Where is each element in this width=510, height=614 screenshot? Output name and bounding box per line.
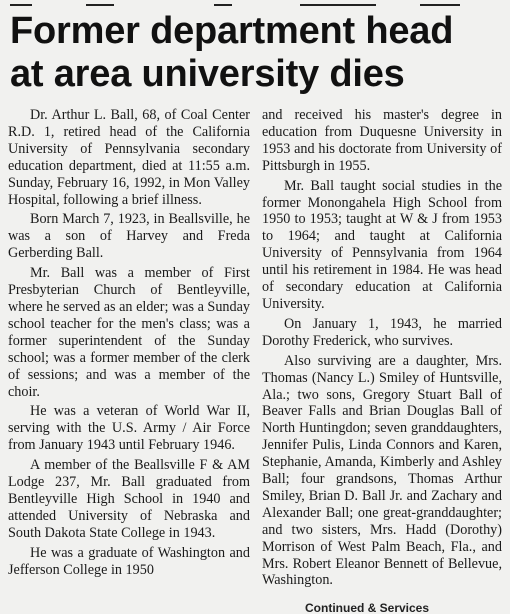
paragraph: Born March 7, 1923, in Beallsville, he was a son of Harvey and Freda Gerberding Ball. [8, 211, 250, 262]
paragraph: Mr. Ball was a member of First Presbyterian Church of Bentleyville, where he served as an elder; was a Sunday school teacher for the men's class; was a former superintendent of the Sunday school; was a former member of the clerk of sessions; and was a member of the choir. [8, 265, 250, 400]
paragraph: He was a veteran of World War II, serving with the U.S. Army / Air Force from January 1943 until February 1946. [8, 403, 250, 454]
top-rule [0, 0, 510, 10]
paragraph: On January 1, 1943, he married Dorothy Frederick, who survives. [262, 315, 502, 349]
paragraph: Dr. Arthur L. Ball, 68, of Coal Center R.D. 1, retired head of the California University of Pennsylvania secondary education department, died at 11:55 a.m. Sunday, February 16, 1992, in Mon Valley Hospital, following a brief illness. [8, 107, 250, 208]
paragraph: and received his master's degree in education from Duquesne University in 1953 and his doctorate from University of Pittsburgh in 1955. [262, 107, 502, 174]
headline-line-1: Former department head [10, 10, 454, 52]
paragraph: He was a graduate of Washington and Jefferson College in 1950 [8, 544, 250, 578]
paragraph: Also surviving are a daughter, Mrs. Thomas (Nancy L.) Smiley of Huntsville, Ala.; two sons, Gregory Stuart Ball of Beaver Falls and Brian Douglas Ball of North Huntingdon; seven granddaughters, Jennifer Pulis, Linda Connors and Karen, Stephanie, Amanda, Kimberly and Ashley Ball; four grandsons, Thomas Arthur Smiley, Brian D. Ball Jr. and Zachary and Alexander Ball; one great-granddaughter; and two sisters, Mrs. Hadd (Dorothy) Morrison of West Palm Beach, Fla., and Mrs. Robert Eleanor Bennett of Bellevue, Washington. [262, 352, 502, 589]
right-column [262, 107, 502, 589]
headline-line-2: at area university dies [10, 53, 405, 95]
paragraph: Mr. Ball taught social studies in the former Monongahela High School from 1950 to 1953; taught at W & J from 1953 to 1964; and taught at California University of Pennsylvania from 1964 until his retirement in 1984. He was head of secondary education at California University. [262, 177, 502, 312]
headline [10, 10, 506, 96]
cutoff-heading: Continued & Services [305, 602, 430, 614]
left-column [8, 107, 250, 578]
paragraph: A member of the Beallsville F & AM Lodge 237, Mr. Ball graduated from Bentleyville High School in 1940 and attended University of Nebraska and South Dakota State College in 1943. [8, 457, 250, 541]
